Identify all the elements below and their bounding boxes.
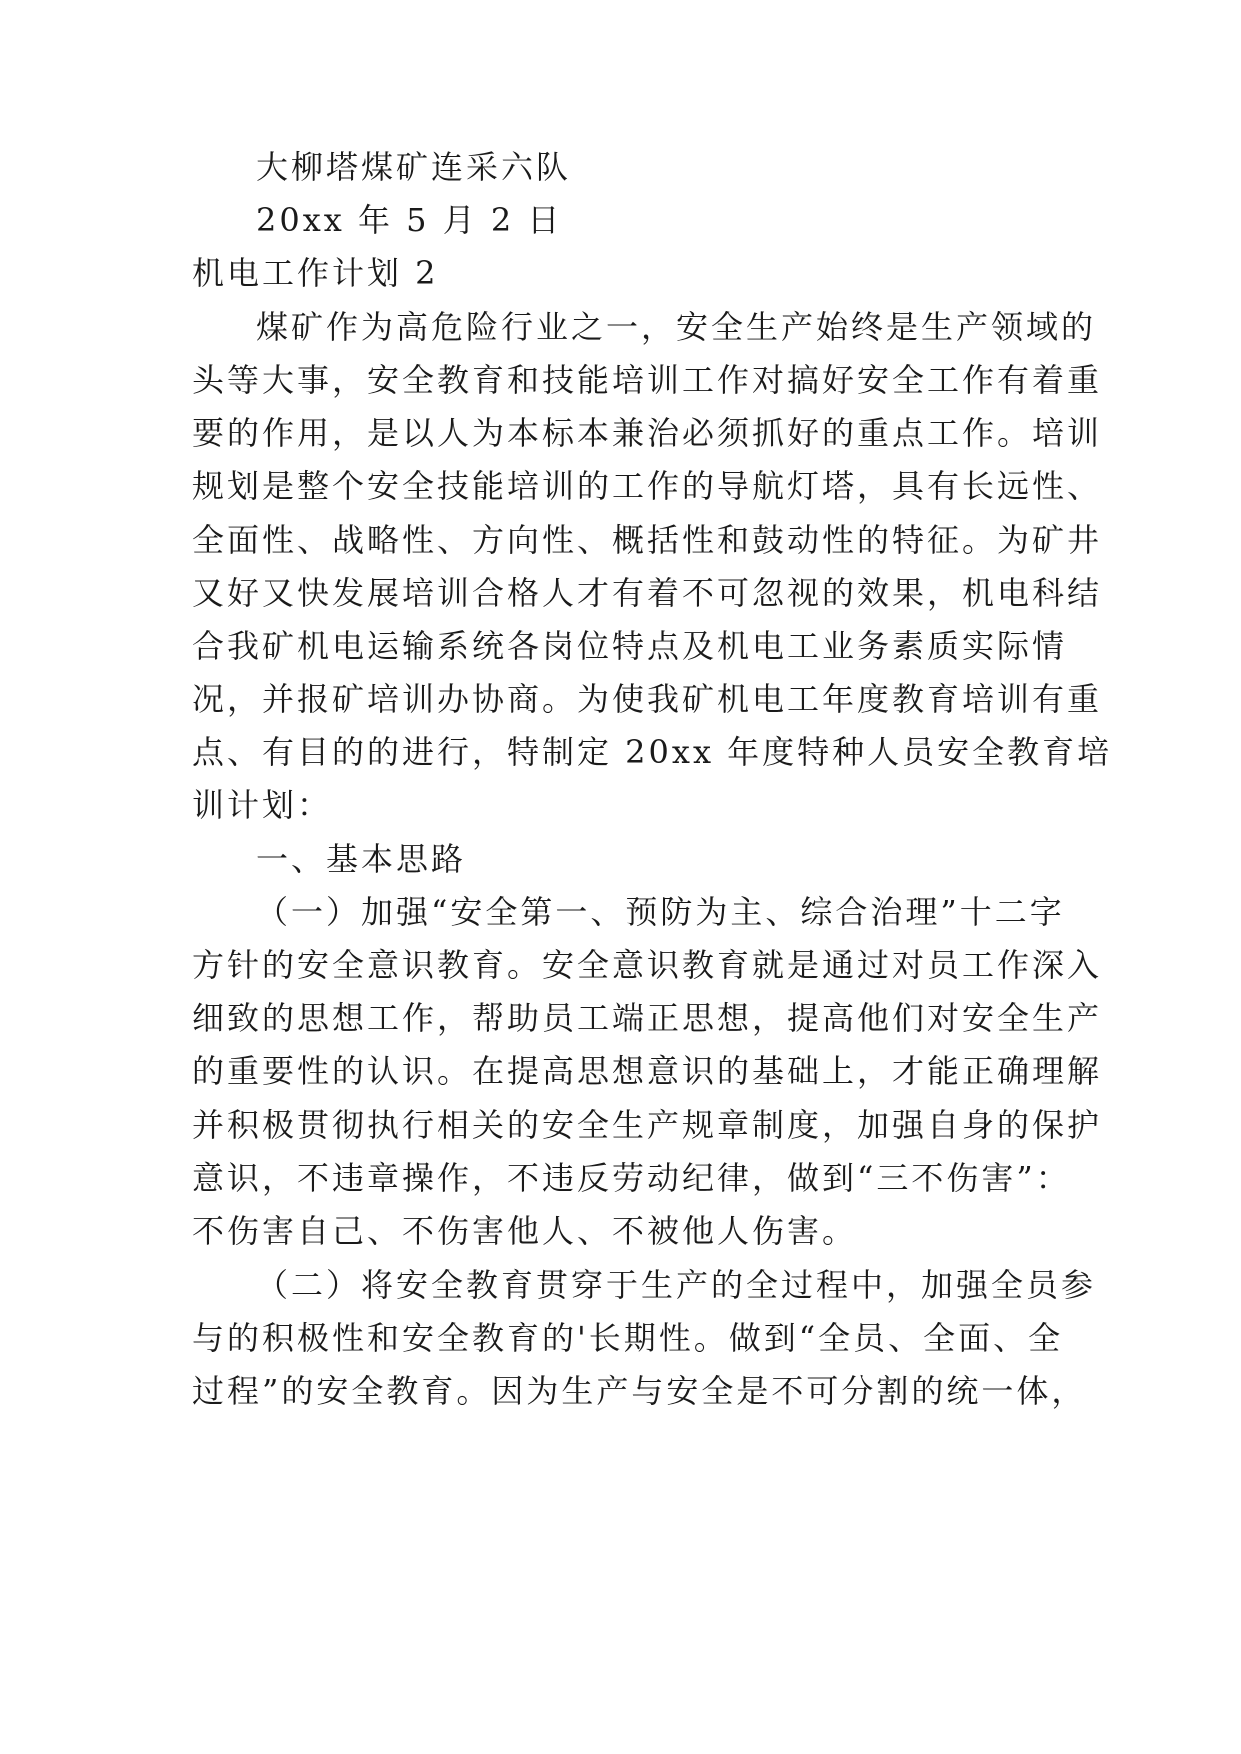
item1-line: 并积极贯彻执行相关的安全生产规章制度，加强自身的保护: [192, 1106, 1103, 1144]
intro-line: 况，并报矿培训办协商。为使我矿机电工年度教育培训有重: [192, 680, 1103, 718]
item1-line: 细致的思想工作，帮助员工端正思想，提高他们对安全生产: [192, 999, 1103, 1037]
item2-line: 与的积极性和安全教育的'长期性。做到“全员、全面、全: [192, 1319, 1064, 1357]
document-title: 机电工作计划 2: [192, 254, 439, 292]
intro-line: 又好又快发展培训合格人才有着不可忽视的效果，机电科结: [192, 574, 1103, 612]
intro-line: 点、有目的的进行，特制定 20xx 年度特种人员安全教育培: [192, 733, 1113, 771]
section-heading: 一、基本思路: [256, 840, 467, 878]
intro-line: 头等大事，安全教育和技能培训工作对搞好安全工作有着重: [192, 361, 1103, 399]
intro-line: 合我矿机电运输系统各岗位特点及机电工业务素质实际情: [192, 627, 1068, 665]
document-date: 20xx 年 5 月 2 日: [256, 201, 563, 239]
intro-line: 煤矿作为高危险行业之一，安全生产始终是生产领域的: [256, 308, 1097, 346]
item1-line: 的重要性的认识。在提高思想意识的基础上，才能正确理解: [192, 1052, 1103, 1090]
item1-line: 方针的安全意识教育。安全意识教育就是通过对员工作深入: [192, 946, 1103, 984]
item1-line: 不伤害自己、不伤害他人、不被他人伤害。: [192, 1212, 858, 1250]
org-name: 大柳塔煤矿连采六队: [256, 148, 572, 186]
item2-line: 过程”的安全教育。因为生产与安全是不可分割的统一体，: [192, 1372, 1087, 1410]
item1-line: 意识，不违章操作，不违反劳动纪律，做到“三不伤害”：: [192, 1159, 1071, 1197]
intro-line: 全面性、战略性、方向性、概括性和鼓动性的特征。为矿井: [192, 521, 1103, 559]
item2-line: （二）将安全教育贯穿于生产的全过程中，加强全员参: [256, 1266, 1097, 1304]
intro-line: 规划是整个安全技能培训的工作的导航灯塔，具有长远性、: [192, 467, 1103, 505]
item1-line: （一）加强“安全第一、预防为主、综合治理”十二字: [256, 893, 1065, 931]
intro-line: 训计划：: [192, 786, 333, 824]
intro-line: 要的作用，是以人为本标本兼治必须抓好的重点工作。培训: [192, 414, 1103, 452]
